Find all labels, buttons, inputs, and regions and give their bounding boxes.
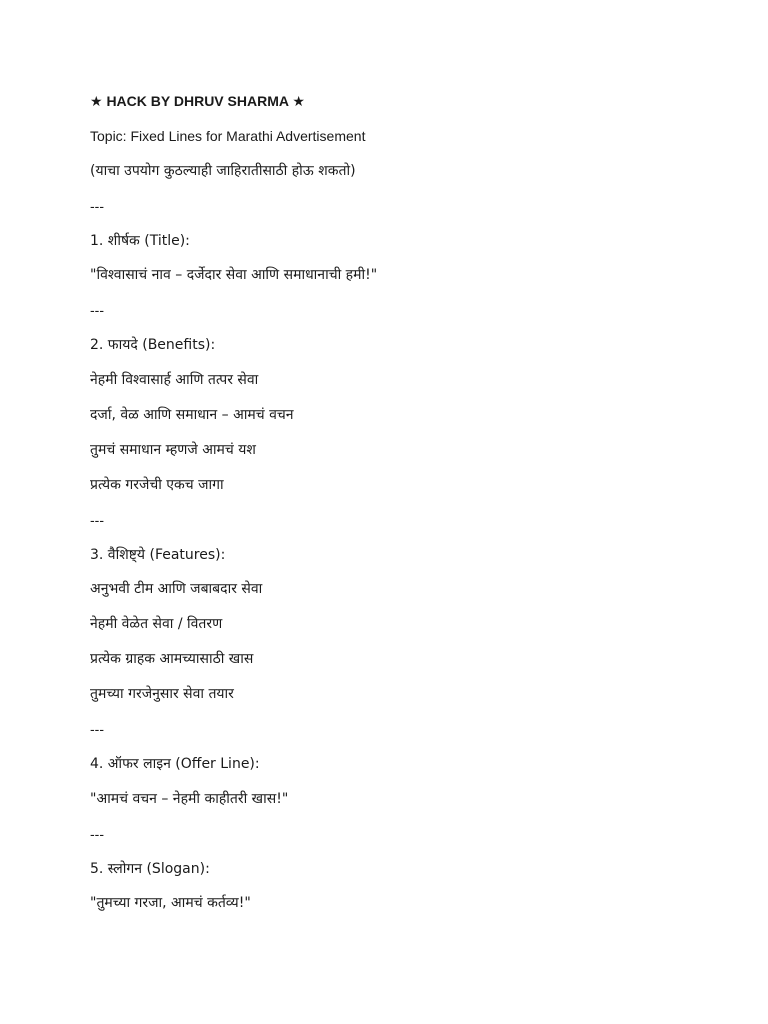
feature-item: अनुभवी टीम आणि जबाबदार सेवा: [90, 581, 263, 598]
separator: ---: [90, 302, 104, 319]
section-heading-slogan: 5. स्लोगन (Slogan):: [90, 860, 210, 877]
topic-line: Topic: Fixed Lines for Marathi Advertisement: [90, 127, 366, 144]
feature-item: प्रत्येक ग्राहक आमच्यासाठी खास: [90, 651, 254, 668]
offer-text: "आमचं वचन – नेहमी काहीतरी खास!": [90, 790, 289, 807]
document-title: ★ HACK BY DHRUV SHARMA ★: [90, 93, 305, 109]
separator: ---: [90, 721, 104, 738]
feature-item: नेहमी वेळेत सेवा / वितरण: [90, 616, 223, 633]
benefit-item: तुमचं समाधान म्हणजे आमचं यश: [90, 441, 256, 458]
usage-note: (याचा उपयोग कुठल्याही जाहिरातीसाठी होऊ शकतो): [90, 162, 356, 179]
section-heading-benefits: 2. फायदे (Benefits):: [90, 337, 216, 354]
feature-item: तुमच्या गरजेनुसार सेवा तयार: [90, 686, 234, 703]
section-heading-offer: 4. ऑफर लाइन (Offer Line):: [90, 755, 260, 772]
benefit-item: नेहमी विश्वासार्ह आणि तत्पर सेवा: [90, 372, 259, 389]
title-text: "विश्वासाचं नाव – दर्जेदार सेवा आणि समाधानाची हमी!": [90, 267, 378, 284]
slogan-text: "तुमच्या गरजा, आमचं कर्तव्य!": [90, 895, 251, 912]
section-heading-title: 1. शीर्षक (Title):: [90, 232, 190, 249]
section-heading-features: 3. वैशिष्ट्ये (Features):: [90, 546, 226, 563]
document-body: [90, 88, 730, 925]
benefit-item: प्रत्येक गरजेची एकच जागा: [90, 476, 224, 493]
separator: ---: [90, 511, 104, 528]
separator: ---: [90, 825, 104, 842]
separator: ---: [90, 197, 104, 214]
benefit-item: दर्जा, वेळ आणि समाधान – आमचं वचन: [90, 407, 294, 424]
